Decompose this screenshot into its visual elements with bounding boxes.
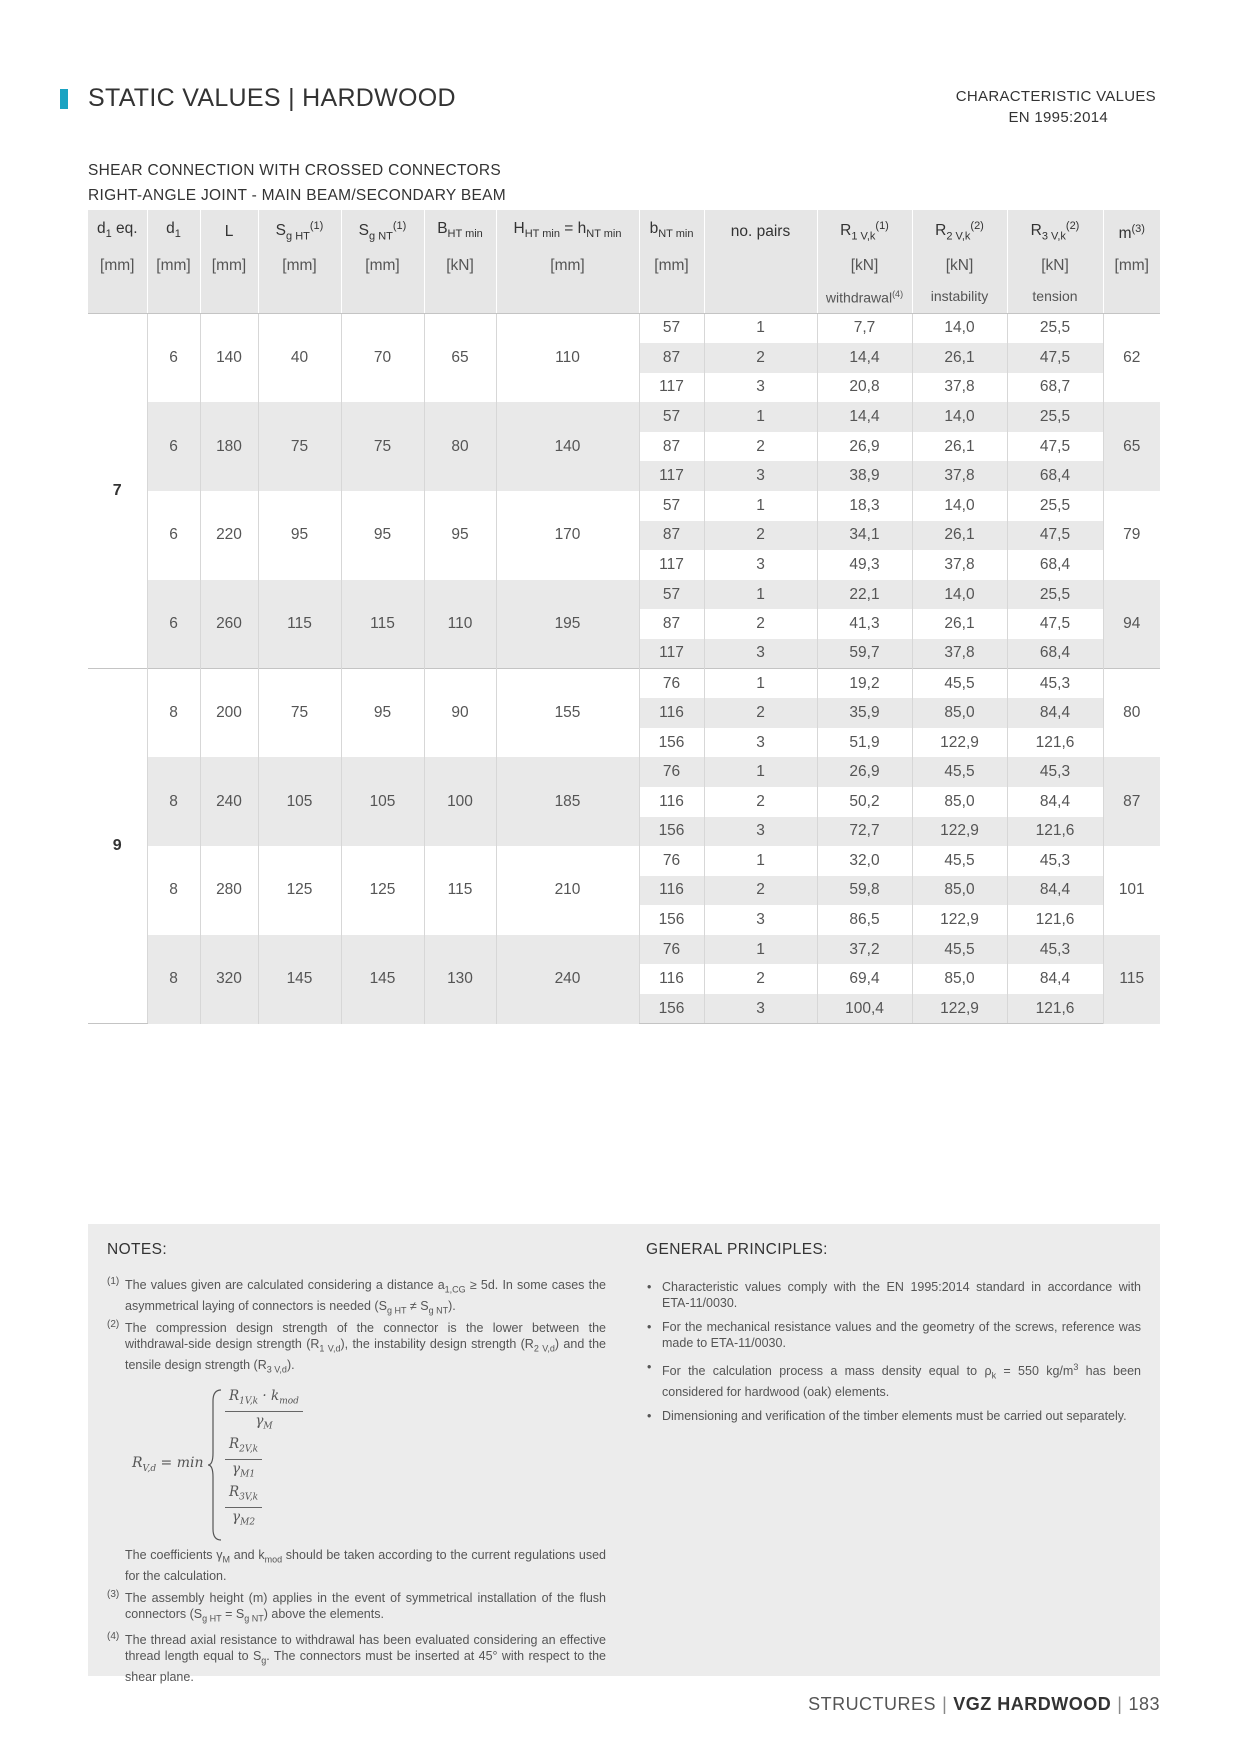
unit-sg-ht: [mm] (258, 251, 341, 280)
cell-r3: 84,4 (1007, 787, 1103, 817)
unit-no-pairs (704, 251, 817, 280)
cell-r1: 14,4 (817, 402, 912, 432)
unit-d1: [mm] (147, 251, 200, 280)
notes-panel (88, 1224, 1160, 1684)
cell-b-ht: 115 (424, 846, 496, 935)
col-r1: $R_{1 V,k}^{(1)}$ (817, 210, 912, 251)
cell-no-pairs: 2 (704, 521, 817, 551)
principles-list (646, 1279, 1141, 1424)
table-row (88, 313, 1160, 343)
unit-L: [mm] (200, 251, 258, 280)
cell-r2: 26,1 (912, 432, 1007, 462)
cell-r3: 47,5 (1007, 432, 1103, 462)
cell-r3: 45,3 (1007, 846, 1103, 876)
cell-L: 200 (200, 669, 258, 758)
cell-b-nt: 57 (639, 491, 704, 521)
cell-r1: 26,9 (817, 757, 912, 787)
cell-r3: 84,4 (1007, 876, 1103, 906)
cell-b-ht: 90 (424, 669, 496, 758)
subtitle-line1: SHEAR CONNECTION WITH CROSSED CONNECTORS (88, 162, 502, 179)
cell-r3: 84,4 (1007, 698, 1103, 728)
cell-b-nt: 156 (639, 728, 704, 758)
cell-b-nt: 117 (639, 373, 704, 403)
formula-fraction-3: $\frac{R_{3V,k}}{\gamma_{M2}}$ (225, 1483, 262, 1531)
cell-d1eq: 9 (88, 669, 147, 1024)
col-no-pairs: no. pairs (704, 210, 817, 251)
unit-r3: [kN] (1007, 251, 1103, 280)
note-1: (1) The values given are calculated considering a distance $a_{1,CG} \ge 5d$. In some cases the asymmetrical laying of connectors is needed $(S_{g HT} \ne S_{g NT})$. (107, 1276, 606, 1315)
cell-r3: 121,6 (1007, 817, 1103, 847)
cell-b-nt: 117 (639, 639, 704, 669)
note-coefficients: The coefficients $\gamma_M$ and $k_{mod}$ should be taken according to the current regulations used for the calculation. (125, 1548, 606, 1583)
cell-sg-ht: 75 (258, 669, 341, 758)
cell-b-ht: 110 (424, 580, 496, 669)
cell-no-pairs: 2 (704, 876, 817, 906)
note-4: (4) The thread axial resistance to withdrawal has been evaluated considering an effective thread length equal to $S_g$. The connectors must be inserted at 45° with respect to the shear plane. (107, 1631, 606, 1684)
header-row-symbols (88, 210, 1160, 251)
formula-fraction-2: $\frac{R_{2V,k}}{\gamma_{M1}}$ (225, 1435, 262, 1483)
cell-m: 65 (1103, 402, 1160, 491)
cell-b-nt: 76 (639, 935, 704, 965)
cell-h-ht: 195 (496, 580, 639, 669)
cell-r2: 37,8 (912, 550, 1007, 580)
cell-L: 280 (200, 846, 258, 935)
table-subtitle (88, 158, 506, 208)
cell-no-pairs: 2 (704, 964, 817, 994)
cell-r1: 72,7 (817, 817, 912, 847)
cell-r1: 59,7 (817, 639, 912, 669)
cell-sg-nt: 75 (341, 402, 424, 491)
cell-r1: 34,1 (817, 521, 912, 551)
cell-r2: 85,0 (912, 698, 1007, 728)
col-L: L (200, 210, 258, 251)
cell-r2: 26,1 (912, 521, 1007, 551)
unit-b-nt: [mm] (639, 251, 704, 280)
characteristic-values-label (956, 86, 1156, 128)
principle-2: • For the mechanical resistance values and the geometry of the screws, reference was made to ETA-11/0030. (646, 1319, 1141, 1351)
cell-b-nt: 76 (639, 846, 704, 876)
cell-r1: 19,2 (817, 669, 912, 699)
cell-no-pairs: 2 (704, 698, 817, 728)
unit-d1eq: [mm] (88, 251, 147, 280)
cell-b-ht: 65 (424, 313, 496, 402)
cell-no-pairs: 1 (704, 846, 817, 876)
cell-r3: 25,5 (1007, 402, 1103, 432)
note-2: (2) The compression design strength of the connector is the lower between the withdrawal-side design strength $(R_{1 V,d})$, the instability design strength $(R_{2 V,d})$ and the tensile design strength $(R_{3 V,d})$. (107, 1319, 606, 1374)
table-header (88, 210, 1160, 313)
cell-r1: 20,8 (817, 373, 912, 403)
cell-r1: 59,8 (817, 876, 912, 906)
general-principles-column (646, 1224, 1141, 1432)
cell-sg-nt: 70 (341, 313, 424, 402)
cell-no-pairs: 3 (704, 817, 817, 847)
cell-d1: 8 (147, 669, 200, 758)
formula-fraction-1: $R_{1V,k} \cdot k_{mod}$ $\gamma_M$ (225, 1387, 303, 1435)
title-accent-bar (60, 89, 68, 109)
cell-r2: 14,0 (912, 580, 1007, 610)
cell-b-nt: 116 (639, 787, 704, 817)
cell-r1: 50,2 (817, 787, 912, 817)
cell-r1: 7,7 (817, 313, 912, 343)
desc-r1: withdrawal$^{(4)}$ (817, 280, 912, 313)
cell-r3: 25,5 (1007, 491, 1103, 521)
cell-r2: 45,5 (912, 935, 1007, 965)
col-b-nt: $b_{NT min}$ (639, 210, 704, 251)
cell-L: 220 (200, 491, 258, 580)
col-m: $m^{(3)}$ (1103, 210, 1160, 251)
cell-b-nt: 116 (639, 964, 704, 994)
col-b-ht: $B_{HT min}$ (424, 210, 496, 251)
cell-r2: 14,0 (912, 491, 1007, 521)
cell-r3: 68,7 (1007, 373, 1103, 403)
desc-r2: instability (912, 280, 1007, 313)
cell-sg-nt: 95 (341, 669, 424, 758)
cell-r3: 84,4 (1007, 964, 1103, 994)
cell-L: 140 (200, 313, 258, 402)
unit-h-ht: [mm] (496, 251, 639, 280)
cell-r3: 45,3 (1007, 757, 1103, 787)
cell-r2: 26,1 (912, 609, 1007, 639)
table-row (88, 491, 1160, 521)
cell-sg-ht: 105 (258, 757, 341, 846)
cell-L: 320 (200, 935, 258, 1024)
col-d1eq: $d_1$ eq. (88, 210, 147, 251)
cell-b-nt: 57 (639, 580, 704, 610)
cell-r2: 45,5 (912, 846, 1007, 876)
principle-4: • Dimensioning and verification of the timber elements must be carried out separately. (646, 1408, 1141, 1424)
page-footer (808, 1694, 1160, 1715)
notes-heading: NOTES: (107, 1241, 168, 1258)
cell-r2: 122,9 (912, 905, 1007, 935)
cell-r2: 122,9 (912, 994, 1007, 1024)
unit-b-ht: [kN] (424, 251, 496, 280)
cell-r3: 25,5 (1007, 313, 1103, 343)
footer-pipe-2: | (1117, 1694, 1123, 1714)
cell-sg-ht: 40 (258, 313, 341, 402)
cell-no-pairs: 1 (704, 580, 817, 610)
cell-no-pairs: 3 (704, 639, 817, 669)
col-r2: $R_{2 V,k}^{(2)}$ (912, 210, 1007, 251)
cell-b-nt: 57 (639, 313, 704, 343)
cell-b-nt: 156 (639, 994, 704, 1024)
cell-r1: 100,4 (817, 994, 912, 1024)
cell-no-pairs: 3 (704, 461, 817, 491)
note-3: (3) The assembly height (m) applies in the event of symmetrical installation of the flush connectors $(S_{g HT} = S_{g NT})$ above the elements. (107, 1588, 606, 1623)
cell-r2: 85,0 (912, 876, 1007, 906)
cell-no-pairs: 1 (704, 669, 817, 699)
col-sg-ht: $S_{g HT}^{(1)}$ (258, 210, 341, 251)
cell-r2: 37,8 (912, 639, 1007, 669)
cell-b-nt: 156 (639, 817, 704, 847)
cell-no-pairs: 3 (704, 994, 817, 1024)
cell-d1: 8 (147, 757, 200, 846)
cell-no-pairs: 2 (704, 609, 817, 639)
cell-b-nt: 87 (639, 521, 704, 551)
desc-r3: tension (1007, 280, 1103, 313)
cell-h-ht: 110 (496, 313, 639, 402)
table-body (88, 313, 1160, 1023)
principle-1: • Characteristic values comply with the EN 1995:2014 standard in accordance with ETA-11/0030. (646, 1279, 1141, 1311)
cell-r2: 37,8 (912, 461, 1007, 491)
cell-d1: 8 (147, 935, 200, 1024)
cell-d1: 6 (147, 580, 200, 669)
cell-r2: 45,5 (912, 669, 1007, 699)
cell-r2: 37,8 (912, 373, 1007, 403)
cell-L: 240 (200, 757, 258, 846)
table-row (88, 846, 1160, 876)
cell-sg-ht: 145 (258, 935, 341, 1024)
cell-r3: 68,4 (1007, 639, 1103, 669)
table-row (88, 402, 1160, 432)
cell-r3: 121,6 (1007, 994, 1103, 1024)
cell-r2: 26,1 (912, 343, 1007, 373)
table-row (88, 757, 1160, 787)
cell-b-nt: 156 (639, 905, 704, 935)
design-strength-formula (107, 1385, 606, 1545)
cell-r1: 37,2 (817, 935, 912, 965)
unit-m: [mm] (1103, 251, 1160, 280)
cell-b-ht: 130 (424, 935, 496, 1024)
cell-r1: 49,3 (817, 550, 912, 580)
cell-no-pairs: 1 (704, 313, 817, 343)
cell-r2: 85,0 (912, 964, 1007, 994)
cell-no-pairs: 3 (704, 728, 817, 758)
cell-no-pairs: 3 (704, 373, 817, 403)
cell-h-ht: 155 (496, 669, 639, 758)
footer-section: STRUCTURES (808, 1694, 937, 1714)
cell-h-ht: 140 (496, 402, 639, 491)
cell-r2: 85,0 (912, 787, 1007, 817)
cell-r1: 26,9 (817, 432, 912, 462)
cell-b-nt: 76 (639, 669, 704, 699)
cell-r2: 122,9 (912, 728, 1007, 758)
principles-heading: GENERAL PRINCIPLES: (646, 1241, 828, 1258)
cell-b-nt: 87 (639, 609, 704, 639)
cell-r2: 122,9 (912, 817, 1007, 847)
cell-r3: 47,5 (1007, 521, 1103, 551)
table-row (88, 580, 1160, 610)
unit-r2: [kN] (912, 251, 1007, 280)
cell-b-ht: 100 (424, 757, 496, 846)
cell-sg-ht: 75 (258, 402, 341, 491)
cell-r1: 51,9 (817, 728, 912, 758)
cell-h-ht: 210 (496, 846, 639, 935)
cell-r1: 38,9 (817, 461, 912, 491)
cell-h-ht: 185 (496, 757, 639, 846)
cell-m: 94 (1103, 580, 1160, 669)
cell-sg-nt: 145 (341, 935, 424, 1024)
cell-no-pairs: 3 (704, 550, 817, 580)
page-title: STATIC VALUES | HARDWOOD (88, 84, 456, 112)
footer-pipe-1: | (942, 1694, 948, 1714)
footer-product: VGZ HARDWOOD (953, 1694, 1112, 1714)
cell-r3: 45,3 (1007, 669, 1103, 699)
cell-sg-nt: 95 (341, 491, 424, 580)
cell-r3: 68,4 (1007, 461, 1103, 491)
cell-m: 62 (1103, 313, 1160, 402)
cell-sg-ht: 95 (258, 491, 341, 580)
cell-no-pairs: 1 (704, 402, 817, 432)
cell-r2: 14,0 (912, 402, 1007, 432)
cell-b-nt: 87 (639, 432, 704, 462)
cell-sg-ht: 115 (258, 580, 341, 669)
col-r3: $R_{3 V,k}^{(2)}$ (1007, 210, 1103, 251)
cell-sg-nt: 125 (341, 846, 424, 935)
cell-b-nt: 116 (639, 876, 704, 906)
cell-sg-ht: 125 (258, 846, 341, 935)
table-row (88, 669, 1160, 699)
principle-3: • For the calculation process a mass density equal to $\rho_k = 550$ $kg/m^3$ has been considered for hardwood (oak) elements. (646, 1359, 1141, 1400)
cell-r1: 18,3 (817, 491, 912, 521)
cell-r3: 25,5 (1007, 580, 1103, 610)
cell-m: 101 (1103, 846, 1160, 935)
cell-no-pairs: 2 (704, 787, 817, 817)
subtitle-line2: RIGHT-ANGLE JOINT - MAIN BEAM/SECONDARY BEAM (88, 187, 506, 204)
cell-r1: 86,5 (817, 905, 912, 935)
table-row (88, 935, 1160, 965)
cell-b-nt: 57 (639, 402, 704, 432)
page-number: 183 (1128, 1694, 1160, 1714)
cell-b-nt: 87 (639, 343, 704, 373)
cell-L: 180 (200, 402, 258, 491)
cell-b-nt: 117 (639, 550, 704, 580)
cell-r1: 22,1 (817, 580, 912, 610)
cell-m: 79 (1103, 491, 1160, 580)
unit-r1: [kN] (817, 251, 912, 280)
cell-b-ht: 80 (424, 402, 496, 491)
header-row-units (88, 251, 1160, 280)
cell-r1: 35,9 (817, 698, 912, 728)
cell-L: 260 (200, 580, 258, 669)
cell-r3: 121,6 (1007, 905, 1103, 935)
cell-no-pairs: 1 (704, 757, 817, 787)
formula-lhs: $R_{V,d} = \min$ (132, 1455, 204, 1474)
cell-b-ht: 95 (424, 491, 496, 580)
cell-r3: 45,3 (1007, 935, 1103, 965)
cell-m: 80 (1103, 669, 1160, 758)
cell-r3: 68,4 (1007, 550, 1103, 580)
cell-no-pairs: 2 (704, 432, 817, 462)
cell-sg-nt: 115 (341, 580, 424, 669)
cell-no-pairs: 2 (704, 343, 817, 373)
cell-d1: 6 (147, 491, 200, 580)
cell-no-pairs: 1 (704, 491, 817, 521)
cell-m: 87 (1103, 757, 1160, 846)
cell-r2: 45,5 (912, 757, 1007, 787)
col-d1: $d_1$ (147, 210, 200, 251)
cell-r3: 47,5 (1007, 343, 1103, 373)
cell-d1: 6 (147, 313, 200, 402)
char-values-line1: CHARACTERISTIC VALUES (955, 88, 1156, 105)
cell-b-nt: 76 (639, 757, 704, 787)
formula-brace (207, 1389, 223, 1541)
cell-no-pairs: 1 (704, 935, 817, 965)
cell-no-pairs: 3 (704, 905, 817, 935)
cell-r1: 14,4 (817, 343, 912, 373)
cell-b-nt: 117 (639, 461, 704, 491)
cell-sg-nt: 105 (341, 757, 424, 846)
cell-d1eq: 7 (112, 481, 122, 499)
cell-r1: 69,4 (817, 964, 912, 994)
notes-column (107, 1224, 606, 1685)
char-values-line2: EN 1995:2014 (1008, 109, 1108, 126)
cell-r2: 14,0 (912, 313, 1007, 343)
cell-r1: 32,0 (817, 846, 912, 876)
cell-b-nt: 116 (639, 698, 704, 728)
col-h-ht: $H_{HT min} = h_{NT min}$ (496, 210, 639, 251)
cell-m: 115 (1103, 935, 1160, 1024)
cell-h-ht: 170 (496, 491, 639, 580)
cell-r3: 47,5 (1007, 609, 1103, 639)
cell-r3: 121,6 (1007, 728, 1103, 758)
unit-sg-nt: [mm] (341, 251, 424, 280)
static-values-table (88, 210, 1160, 1024)
cell-d1: 6 (147, 402, 200, 491)
cell-d1: 8 (147, 846, 200, 935)
cell-r1: 41,3 (817, 609, 912, 639)
cell-h-ht: 240 (496, 935, 639, 1024)
header-row-descriptions (88, 280, 1160, 313)
col-sg-nt: $S_{g NT}^{(1)}$ (341, 210, 424, 251)
